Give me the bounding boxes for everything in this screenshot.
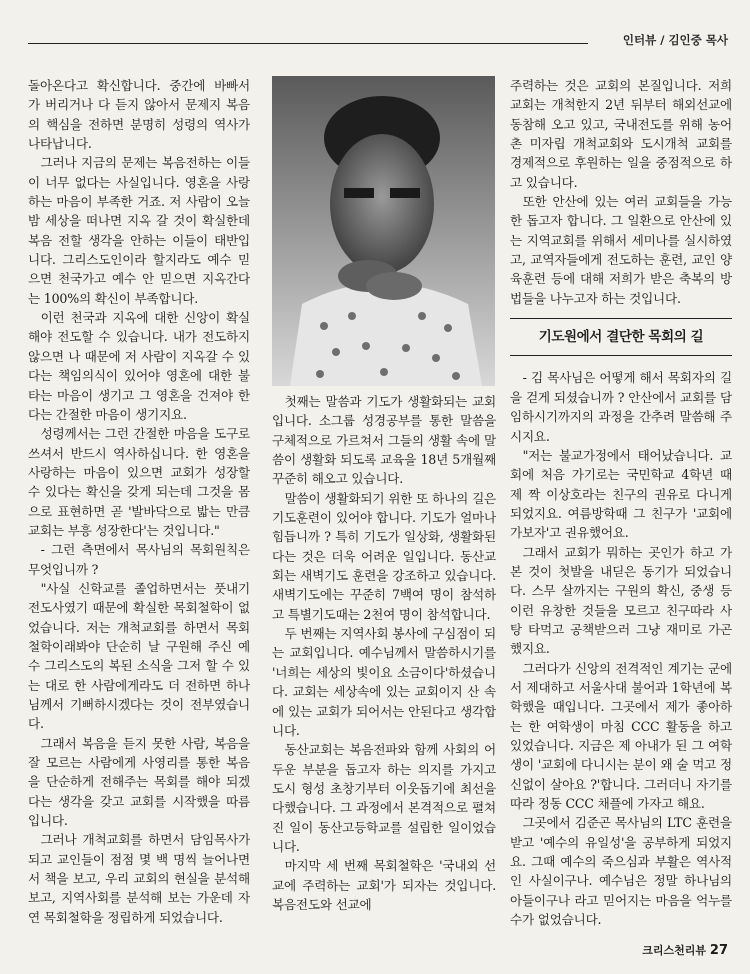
column-1: [28, 76, 250, 927]
paragraph: "사실 신학교를 졸업하면서는 풋내기 전도사였기 때문에 확실한 목회철학이 없었습니다. 저는 개척교회를 하면서 목회철학이래봐야 단순히 날 구원해 주신 예수 그리스도의 복된 소식을 그저 할 수 있는 대로 한 사람에게라도 더 전하면 하나님께서 기뻐하시겠다는 것이 전부였습니다.: [28, 580, 250, 732]
paragraph: 첫째는 말씀과 기도가 생활화되는 교회입니다. 소그룹 성경공부를 통한 말씀을 구체적으로 가르쳐서 그들의 생활 속에 말씀이 생활화 되도록 교육을 18년 5개월째 꾸준히 해오고 있습니다.: [272, 394, 496, 487]
paragraph: 그래서 복음을 듣지 못한 사람, 복음을 잘 모르는 사람에게 사영리를 통한 복음을 단순하게 전해주는 목회를 해야 되겠다는 생각을 갖고 교회를 시작했을 따름입니다.: [28, 735, 250, 829]
section-subheading: 기도원에서 결단한 목회의 길: [510, 318, 732, 356]
portrait-photo-icon: [272, 76, 495, 386]
paragraph: - 그런 측면에서 목사님의 목회원칙은 무엇입니까 ?: [28, 542, 250, 577]
paragraph: 그러나 개척교회를 하면서 담임목사가 되고 교인들이 점점 몇 백 명씩 늘어나면서 책을 보고, 우리 교회의 현실을 분석해 보고, 지역사회를 분석해 보는 가운데 자연 목회철학을 정립하게 되었습니다.: [28, 832, 250, 925]
paragraph: 마지막 세 번째 목회철학은 '국내외 선교에 주력하는 교회'가 되자는 것입니다. 복음전도와 선교에: [272, 858, 496, 912]
section-header: 인터뷰 / 김인중 목사: [622, 33, 728, 47]
page-number: 27: [709, 943, 728, 958]
paragraph: 이런 천국과 지옥에 대한 신앙이 확실해야 전도할 수 있습니다. 내가 전도하지 않으면 나 때문에 저 사람이 지옥갈 수 있다는 책임의식이 있어야 영혼에 대한 불타는 마음이 생기고 그 영혼을 건져야 한다는 간절한 마음이 생기지요.: [28, 310, 250, 422]
page-footer: [642, 942, 728, 958]
magazine-name: 크리스천리뷰: [642, 944, 707, 957]
paragraph: 말씀이 생활화되기 위한 또 하나의 길은 기도훈련이 있어야 합니다. 기도가 얼마나 힘듭니까 ? 특히 기도가 일상화, 생활화된다는 것은 더욱 어려운 일입니다. 동산교회는 새벽기도 훈련을 강조하고 있습니다. 새벽기도에는 꾸준히 7백여 명이 참석하고 특별기도때는 2천여 명이 참석합니다.: [272, 490, 496, 622]
paragraph: 그래서 교회가 뭐하는 곳인가 하고 가 본 것이 첫발을 내딛은 동기가 되었습니다. 스무 살까지는 구원의 확신, 중생 등 이런 유창한 것들을 모르고 친구따라 사탕 타먹고 공책받으러 그냥 재미로 가곤 했지요.: [510, 544, 732, 657]
paragraph: 또한 안산에 있는 여러 교회들을 가능한 돕고자 합니다. 그 일환으로 안산에 있는 지역교회를 위해서 세미나를 실시하였고, 교역자들에게 전도하는 훈련, 교인 양육훈련 등에 대해 저희가 받은 축복의 방법들을 나누고자 하는 것입니다.: [510, 194, 732, 306]
paragraph: 주력하는 것은 교회의 본질입니다. 저희 교회는 개척한지 2년 뒤부터 해외선교에 동참해 오고 있고, 국내전도를 위해 농어촌 미자립 개척교회와 도시개척 교회를 경제적으로 후원하는 일을 중점적으로 하고 있습니다.: [510, 78, 732, 190]
column-3-lower: [510, 368, 732, 929]
paragraph: 동산교회는 복음전파와 함께 사회의 어두운 부분을 돕고자 하는 의지를 가지고 도시 형성 초창기부터 이웃돕기에 최선을 다했습니다. 그 과정에서 본격적으로 펼쳐진 일이 동산고등학교를 설립한 일이었습니다.: [272, 742, 496, 854]
column-3: [510, 76, 732, 929]
paragraph: 그곳에서 김준곤 목사님의 LTC 훈련을 받고 '예수의 유일성'을 공부하게 되었지요. 그때 예수의 죽으심과 부활은 역사적인 사실이구나. 예수님은 정말 하나님의 아들이구나 라고 믿어지는 마음을 억누를 수가 없었습니다.: [510, 815, 732, 928]
paragraph: 그러나 지금의 문제는 복음전하는 이들이 너무 없다는 사실입니다. 영혼을 사랑하는 마음이 부족한 거죠. 저 사람이 오늘밤 세상을 떠나면 지옥 갈 것이 확실한데 복음 전할 생각을 안하는 이들이 태반입니다. 그리스도인이라 할지라도 예수 믿으면 천국가고 예수 안 믿으면 지옥간다는 100%의 확신이 부족합니다.: [28, 155, 250, 306]
paragraph: - 김 목사님은 어떻게 해서 목회자의 길을 걷게 되셨습니까 ? 안산에서 교회를 담임하시기까지의 과정을 간추려 말씀해 주시지요.: [510, 370, 732, 444]
portrait-photo: [272, 76, 495, 386]
paragraph: 그러다가 신앙의 전격적인 계기는 군에서 제대하고 서울사대 불어과 1학년에 복학했을 때입니다. 그곳에서 제가 좋아하는 한 여학생이 마침 CCC 활동을 하고 있었습니다. 지금은 제 아내가 된 그 여학생이 '교회에 다니시는 분이 왜 술 먹고 정신없이 살아요 ?'합니다. 그러더니 자기를 따라 정동 CCC 채플에 가자고 해요.: [510, 660, 732, 812]
paragraph: "저는 불교가정에서 태어났습니다. 교회에 처음 가기로는 국민학교 4학년 때 제 짝 이상호라는 친구의 권유로 다니게 되었지요. 여름방학때 그 친구가 '교회에 가보자'고 권유했어요.: [510, 447, 732, 541]
paragraph: 성령께서는 그런 간절한 마음을 도구로 쓰셔서 반드시 역사하십니다. 한 영혼을 사랑하는 마음이 있으면 교회가 성장할 수 있다는 확신을 갖게 되는데 그것을 몸으로 표현하면 곧 '발바닥으로 밟는 만큼 교회는 부흥 성장한다'는 것입니다.": [28, 426, 250, 538]
paragraph: 두 번째는 지역사회 봉사에 구심점이 되는 교회입니다. 예수님께서 말씀하시기를 '너희는 세상의 빛이요 소금이다'하셨습니다. 교회는 세상속에 있는 교회이지 산 속에 있는 교회가 되어서는 안된다고 생각합니다.: [272, 626, 496, 738]
paragraph: 돌아온다고 확신합니다. 중간에 바빠서 가 버리거나 다 듣지 않아서 문제지 복음의 핵심을 전하면 분명히 성령의 역사가 나타납니다.: [28, 78, 250, 152]
column-3-upper: [510, 76, 732, 308]
column-2: [272, 392, 496, 914]
header-rule: [28, 43, 588, 44]
